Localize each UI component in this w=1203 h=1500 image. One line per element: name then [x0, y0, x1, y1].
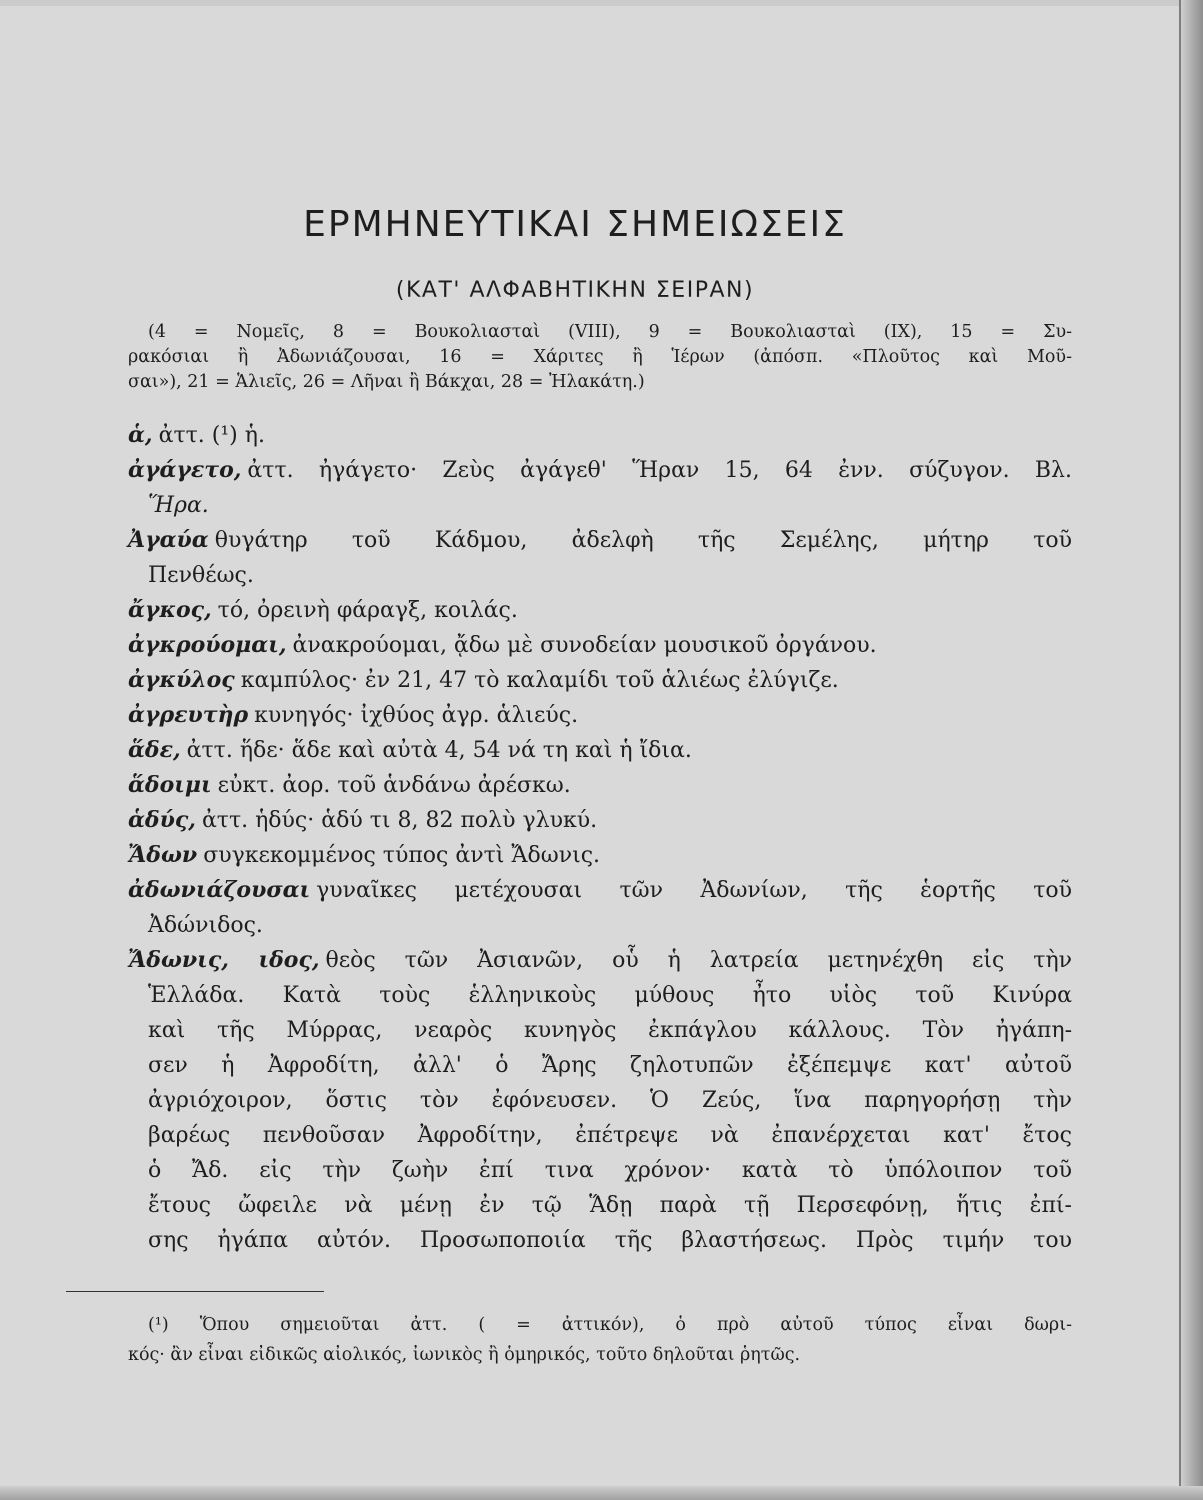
entry-continuation: Ἀδώνιδος.	[148, 913, 263, 938]
glossary-entry	[128, 768, 1072, 803]
entry-definition: ἀττ. ἥδε· ἅδε καὶ αὐτὰ 4, 54 νά τη καὶ ἡ ἴδια.	[186, 738, 692, 763]
page-subtitle: (ΚΑΤ' ΑΛΦΑΒΗΤΙΚΗΝ ΣΕΙΡΑΝ)	[395, 278, 755, 303]
entry-definition: ἀνακρούομαι, ᾄδω μὲ συνοδείαν μουσικοῦ ὀργάνου.	[292, 633, 877, 658]
glossary-entry	[128, 593, 1072, 628]
footnote	[128, 1310, 1072, 1370]
abbreviation-key-line: (4 = Νομεῖς, 8 = Βουκολιασταὶ (VIII), 9 = Βουκολιασταὶ (IX), 15 = Συ-	[148, 322, 1072, 342]
entry-headword: ἀγκύλος	[128, 667, 235, 693]
entry-continuation: Ἑλλάδα. Κατὰ τοὺς ἑλληνικοὺς μύθους ἦτο υἱὸς τοῦ Κινύρα	[148, 983, 1072, 1008]
entry-headword: ἅδε,	[128, 737, 181, 763]
entry-definition: ἀττ. ἡδύς· ἁδύ τι 8, 82 πολὺ γλυκύ.	[201, 808, 598, 833]
entry-definition: ἀττ. (¹) ἡ.	[158, 423, 265, 448]
entry-continuation: σεν ἡ Ἀφροδίτη, ἀλλ' ὁ Ἄρης ζηλοτυπῶν ἐξέπεμψε κατ' αὐτοῦ	[148, 1053, 1072, 1078]
entry-definition: γυναῖκες μετέχουσαι τῶν Ἀδωνίων, τῆς ἑορτῆς τοῦ	[316, 878, 1072, 903]
entry-continuation: βαρέως πενθοῦσαν Ἀφροδίτην, ἐπέτρεψε νὰ ἐπανέρχεται κατ' ἔτος	[148, 1123, 1072, 1148]
glossary-entries	[128, 418, 1072, 1258]
footnote-separator	[66, 1291, 324, 1292]
entry-definition: εὐκτ. ἀορ. τοῦ ἁνδάνω ἀρέσκω.	[217, 773, 571, 798]
glossary-entry	[128, 523, 1072, 558]
entry-headword: Ἄδων	[128, 842, 198, 868]
footnote-line: (¹) Ὅπου σημειοῦται ἀττ. ( = ἀττικόν), ὁ πρὸ αὐτοῦ τύπος εἶναι δωρι-	[148, 1315, 1072, 1335]
glossary-entry	[128, 628, 1072, 663]
entry-headword: ἁδύς,	[128, 807, 196, 833]
entry-definition: καμπύλος· ἐν 21, 47 τὸ καλαμίδι τοῦ ἁλιέως ἐλύγιζε.	[240, 668, 839, 693]
glossary-entry	[128, 733, 1072, 768]
entry-headword: ἄγκος,	[128, 597, 212, 623]
entry-headword: ἀδωνιάζουσαι	[128, 877, 311, 903]
entry-definition: θυγάτηρ τοῦ Κάδμου, ἀδελφὴ τῆς Σεμέλης, μήτηρ τοῦ	[214, 528, 1072, 553]
entry-continuation: Πενθέως.	[148, 563, 254, 588]
entry-definition: τό, ὀρεινὴ φάραγξ, κοιλάς.	[217, 598, 518, 623]
abbreviation-key-line: ρακόσιαι ἢ Ἀδωνιάζουσαι, 16 = Χάριτες ἢ Ἱέρων (ἀπόσπ. «Πλοῦτος καὶ Μοῦ-	[128, 347, 1072, 367]
page-right-edge	[1181, 0, 1203, 1500]
glossary-entry	[128, 663, 1072, 698]
entry-headword: ἀγκρούομαι,	[128, 632, 287, 658]
entry-continuation: καὶ τῆς Μύρρας, νεαρὸς κυνηγὸς ἐκπάγλου κάλλους. Τὸν ἠγάπη-	[148, 1018, 1072, 1043]
glossary-entry	[128, 418, 1072, 453]
entry-continuation: ὁ Ἄδ. εἰς τὴν ζωὴν ἐπί τινα χρόνον· κατὰ τὸ ὑπόλοιπον τοῦ	[148, 1158, 1072, 1183]
glossary-entry	[128, 698, 1072, 733]
entry-continuation: ἔτους ὤφειλε νὰ μένῃ ἐν τῷ Ἅδῃ παρὰ τῇ Περσεφόνῃ, ἥτις ἐπί-	[148, 1193, 1072, 1218]
abbreviation-key	[128, 320, 1072, 395]
glossary-entry	[128, 453, 1072, 488]
entry-continuation: σης ἠγάπα αὐτόν. Προσωποποιία τῆς βλαστήσεως. Πρὸς τιμήν του	[148, 1228, 1072, 1253]
entry-continuation: Ἥρα.	[148, 493, 209, 518]
entry-headword: ἁ,	[128, 422, 153, 448]
entry-continuation: ἀγριόχοιρον, ὅστις τὸν ἐφόνευσεν. Ὁ Ζεύς, ἵνα παρηγορήσῃ τὴν	[148, 1088, 1072, 1113]
entry-headword: Ἄδωνις, ιδος,	[128, 947, 320, 973]
page-bottom-edge	[0, 1486, 1203, 1500]
abbreviation-key-line: σαι»), 21 = Ἁλιεῖς, 26 = Λῆναι ἢ Βάκχαι, 28 = Ἠλακάτη.)	[128, 372, 645, 392]
entry-definition: κυνηγός· ἰχθύος ἀγρ. ἁλιεύς.	[254, 703, 579, 728]
glossary-entry	[128, 943, 1072, 978]
footnote-line: κός· ἂν εἶναι εἰδικῶς αἰολικός, ἰωνικὸς ἢ ὁμηρικός, τοῦτο δηλοῦται ῥητῶς.	[128, 1345, 801, 1365]
page-title: ΕΡΜΗΝΕΥΤΙΚΑΙ ΣΗΜΕΙΩΣΕΙΣ	[303, 204, 847, 245]
entry-definition: θεὸς τῶν Ἀσιανῶν, οὗ ἡ λατρεία μετηνέχθη εἰς τὴν	[325, 948, 1072, 973]
page-top-edge	[0, 0, 1203, 6]
entry-headword: Ἀγαύα	[128, 527, 209, 553]
entry-headword: ἅδοιμι	[128, 772, 212, 798]
entry-headword: ἀγρευτὴρ	[128, 702, 249, 728]
glossary-entry	[128, 803, 1072, 838]
entry-headword: ἀγάγετο,	[128, 457, 242, 483]
glossary-entry	[128, 873, 1072, 908]
entry-definition: συγκεκομμένος τύπος ἀντὶ Ἄδωνις.	[203, 843, 601, 868]
glossary-entry	[128, 838, 1072, 873]
entry-definition: ἀττ. ἠγάγετο· Ζεὺς ἀγάγεθ' Ἥραν 15, 64 ἐνν. σύζυγον. Βλ.	[247, 458, 1072, 483]
